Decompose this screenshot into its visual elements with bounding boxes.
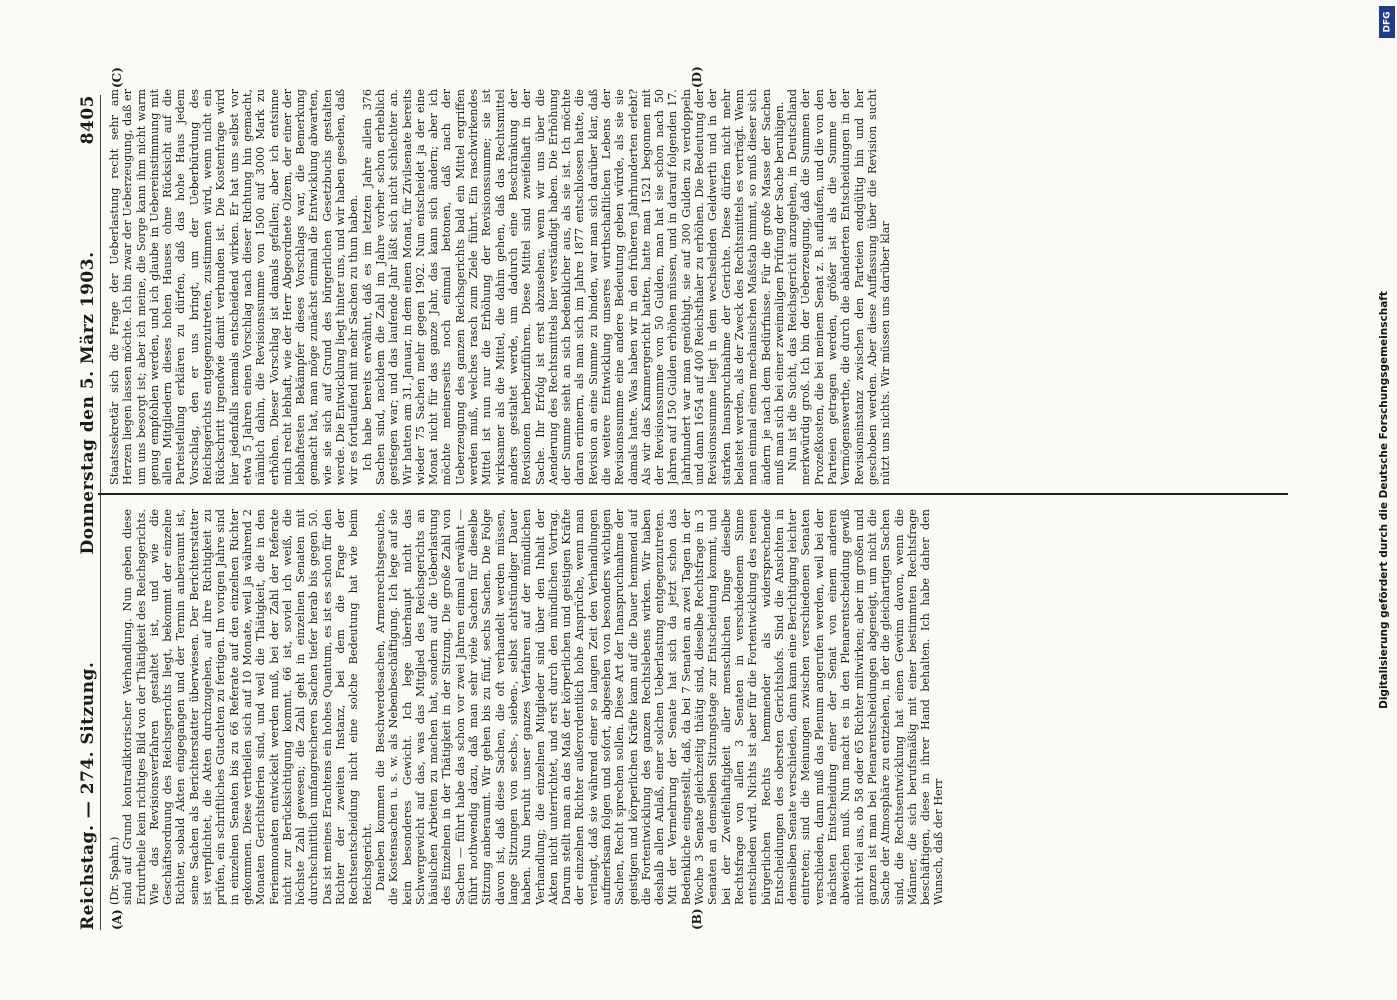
speaker-label: (Dr. Spahn.): [108, 836, 121, 905]
margin-mark-d: (D): [690, 66, 704, 88]
margin-mark-b: (B): [690, 908, 704, 930]
right-paragraph: Ich habe bereits erwähnt, daß es im letzten Jahre allein 376 Sachen sind, nachdem die Zahl im Jahre vorher schon erheblich gestiegen war; und das laufende Jahr läßt sich nicht schlechter an. Wir hatten am 31. Januar, in dem einen Monat, für Zivilsenate bereits wieder 75 Sachen mehr gegen 1902. Nun entscheidet ja der eine Monat nicht für das ganze Jahr, das kann sich ändern; aber ich möchte meinerseits noch einmal betonen, daß nach der Ueberzeugung des ganzen Reichsgerichts bald ein Mittel ergriffen werden muß, welches rasch zum Ziele führt. Ein raschwirkendes Mittel ist nun nur die Erhöhung der Revisionssumme; sie ist wirksamer als die Mittel, die dahin gehen, daß das Rechtsmittel anders gestaltet werde, um dadurch eine Beschränkung der Revisionen herbeizuführen. Diese Mittel sind zweifelhaft in der Sache. Ihr Erfolg ist erst abzusehen, wenn wir uns über die Aenderung des Rechtsmittels hier verständigt haben. Die Erhöhung der Summe sieht an sich bedenklicher aus, als sie ist. Ich möchte daran erinnern, als man sich im Jahre 1877 entschlossen hatte, die Revision an eine Summe zu binden, war man sich darüber klar, daß die weitere Entwicklung unseres wirthschaftlichen Lebens der Revisionssumme eine andere Bedeutung geben würde, als sie sie damals hatte. Was haben wir in den früheren Jahrhunderten erlebt? Als wir das Kammergericht hatten, hatte man 1521 begonnen mit der Revisionssumme von 50 Gulden, man hat sie schon nach 50 Jahren auf 150 Gulden erhöhen müssen, und in darauf folgenden 17. Jahrhundert war man genöthigt, sie auf 300 Gulden zu verdoppeln und dann 1654 auf 400 Reichsthaler zu erhöhen. Die Bedeutung der Revisionssumme liegt in dem wechselnden Geldwerth und in der starken Inanspruchnahme der Gerichte. Diese dürfen nicht mehr belastet werden, als der Zweck des Rechtsmittels es verträgt. Wenn man einmal einen mechanischen Maßstab nimmt, so muß dieser sich ändern je nach dem Bedürfnisse. Für die große Masse der Sachen muß man sich bei einer zweimaligen Prüfung der Sache beruhigen.: [360, 89, 786, 485]
left-paragraph: sind auf Grund kontradiktorischer Verhandlung. Nun geben diese Erdurtheile kein richtiges Bild von der Thätigkeit des Reichsgerichts. Wie das Revisionsverfahren gestaltet ist, und wie die Geschäftsordnung des Reichsgerichts liegt, bekommt der einzelne Richter, sobald Akten eingegangen und der Termin anberaumt ist, seine Sachen als Berichterstatter überwiesen. Der Berichterstatter ist verpflichtet, die Akten durchzugehen, auf ihre Richtigkeit zu prüfen, ein schriftliches Gutachten zu fertigen. Im vorigen Jahre sind in einzelnen Senaten bis zu 66 Referate auf den einzelnen Richter gekommen. Diese vertheilen sich auf 10 Monate, weil ja während 2 Monaten Gerichtsferien sind, und weil die Thätigkeit, die in den Ferienmonaten entwickelt werden muß, bei der Zahl der Referate nicht zur Berücksichtigung kommt. 66 ist, soviel ich weiß, die höchste Zahl gewesen; die Zahl geht in einzelnen Senaten mit durchschnittlich umfangreicheren Sachen tiefer herab bis gegen 50. Das ist meines Erachtens ein hohes Quantum, es ist es schon für den Richter der zweiten Instanz, bei dem die Frage der Rechtsentscheidung nicht eine solche Bedeutung hat wie beim Reichsgericht.: [121, 509, 374, 905]
left-paragraph: Daneben kommen die Beschwerdesachen, Armenrechtsgesuche, die Kostensachen u. s. w. als Nebenbeschäftigung. Ich lege auf sie kein besonderes Gewicht. Ich lege überhaupt nicht das Schwergewicht auf das, was das Mitglied des Reichsgerichts an häuslichen Arbeiten zu machen hat, sondern auf die Ueberlastung des Einzelnen in der Thätigkeit in der Sitzung. Die große Zahl von Sachen — führt habe das schon vor zwei Jahren einmal erwähnt — führt nothwendig dazu, daß man sehr viele Sachen für dieselbe Sitzung anberaumt. Wir gehen bis zu fünf, sechs Sachen. Die Folge davon ist, daß diese Sachen, die oft verhandelt werden müssen, lange Sitzungen von sechs-, sieben-, selbst achtstündiger Dauer haben. Nun beruht unser ganzes Verfahren auf der mündlichen Verhandlung; die einzelnen Mitglieder sind über den Inhalt der Akten nicht unterrichtet, und erst durch den mündlichen Vortrag. Darum stellt man an das Maß der körperlichen und geistigen Kräfte der einzelnen Richter außerordentlich hohe Ansprüche, wenn man verlangt, daß sie während einer so langen Zeit den Verhandlungen aufmerksam folgen und sofort, abgesehen von besonders wichtigen Sachen, Recht sprechen sollen. Diese Art der Inanspruchnahme der geistigen und körperlichen Kräfte kann auf die Dauer hemmend auf die Fortentwicklung des ganzen Rechtslebens wirken. Wir haben deshalb allen Anlaß, einer solchen Ueberlastung entgegenzutreten. Mit der Vermehrung der Senate hat sich da jetzt schon das Bedenkliche eingestellt, daß, da bei 7 Senaten an zwei Tagen in der Woche 3 Senate gleichzeitig thätig sind, dieselbe Rechtsfrage in 3 Senaten an demselben Sitzungstage zur Entscheidung kommt, und bei der Zweifelhaftigkeit aller menschlichen Dinge dieselbe Rechtsfrage von allen 3 Senaten in verschiedenem Sinne entschieden wird. Nichts ist aber für die Fortentwicklung des neuen bürgerlichen Rechts hemmender als widersprechende Entscheidungen des obersten Gerichtshofs. Sind die Ansichten in demselben Senate verschieden, dann kann eine Berichtigung leichter eintreten; sind die Meinungen zwischen verschiedenen Senaten verschieden, dann muß das Plenum angerufen werden, weil bei der nächsten Entscheidung einer der Senat von einem anderen abweichen muß. Nun macht es in den Plenarentscheidung gewiß nicht viel aus, ob 58 oder 65 Richter mitwirken; aber im großen und ganzen ist man bei Plenarentscheidungen abgeneigt, um nicht die Sache der Atmosphäre zu entziehen, in der die gleichartigen Sachen sind, die Rechtsentwicklung hat einen Gewinn davon, wenn die Männer, die sich berufsmäßig mit einer bestimmten Rechtsfrage beschäftigen, diese in ihrer Hand behalten. Ich habe daher den Wunsch, daß der Herr: [373, 509, 946, 905]
right-paragraph: Staatssekretär sich die Frage der Ueberlastung recht sehr am Herzen liegen lassen möchte. Ich bin zwar der Ueberzeugung, daß er um uns besorgt ist; aber ich meine, die Sorge kann ihm nicht warm genug empfohlen werden, und ich glaube in Uebereinstimmung mit allen Mitgliedern dieses hohen Hauses ohne Rücksicht auf die Parteistellung erklären zu dürfen, daß das hohe Haus jedem Vorschlag, den er uns bringt, um der Ueberbürdung des Reichsgerichts entgegenzutreten, zustimmen wird, wenn nicht ein Rückschritt irgendwie damit verbunden ist. Die Kostenfrage wird hier jedenfalls niemals entscheidend wirken. Er hat uns selbst vor etwa 5 Jahren einen Vorschlag nach dieser Richtung hin gemacht, nämlich dahin, die Revisionssumme von 1500 auf 3000 Mark zu erhöhen. Dieser Vorschlag ist damals gefallen; aber ich entsinne mich recht lebhaft, wie der Herr Abgeordnete Olzem, der einer der lebhaftesten Bekämpfer dieses Vorschlags war, die Bemerkung gemacht hat, man möge zunächst einmal die Entwicklung abwarten, wie sie sich auf Grund des bürgerlichen Gesetzbuchs gestalten werde. Die Entwicklung liegt hinter uns, und wir haben gesehen, daß wir es fortlaufend mit mehr Sachen zu thun haben.: [108, 89, 361, 485]
dfg-logo-text: DFG: [1382, 11, 1393, 33]
page-number: 8405: [78, 95, 98, 145]
page-header: [70, 95, 98, 930]
right-paragraph: Nun ist die Sucht, das Reichsgericht anzugehen, in Deutschland merkwürdig groß. Ich bin der Ueberzeugung, daß die Summen der Prozeßkosten, die bei meinem Senat z. B. auflaufen, und die von den Parteien getragen werden, größer ist als die Summe der Vermögenswerthe, die durch die abänderten Entscheidungen in der Revisionsinstanz zwischen den Parteien endgültig hin und her geschoben werden. Aber diese Auffassung über die Revision sucht nützt uns nichts. Wir müssen uns darüber klar: [786, 89, 893, 485]
header-rule: [100, 95, 101, 930]
header-left: Reichstag. — 274. Sitzung.: [78, 661, 98, 930]
margin-mark-a: (A): [110, 909, 124, 930]
dfg-logo: [1379, 6, 1395, 38]
margin-mark-c: (C): [110, 67, 124, 88]
header-date: Donnerstag den 5. März 1903.: [78, 251, 98, 555]
left-column: [108, 509, 1288, 905]
digitization-stamp: Digitalisierung gefördert durch die Deutsche Forschungsgemeinschaft: [1378, 291, 1390, 709]
column-divider: [98, 493, 1288, 495]
right-column: [108, 89, 1288, 485]
